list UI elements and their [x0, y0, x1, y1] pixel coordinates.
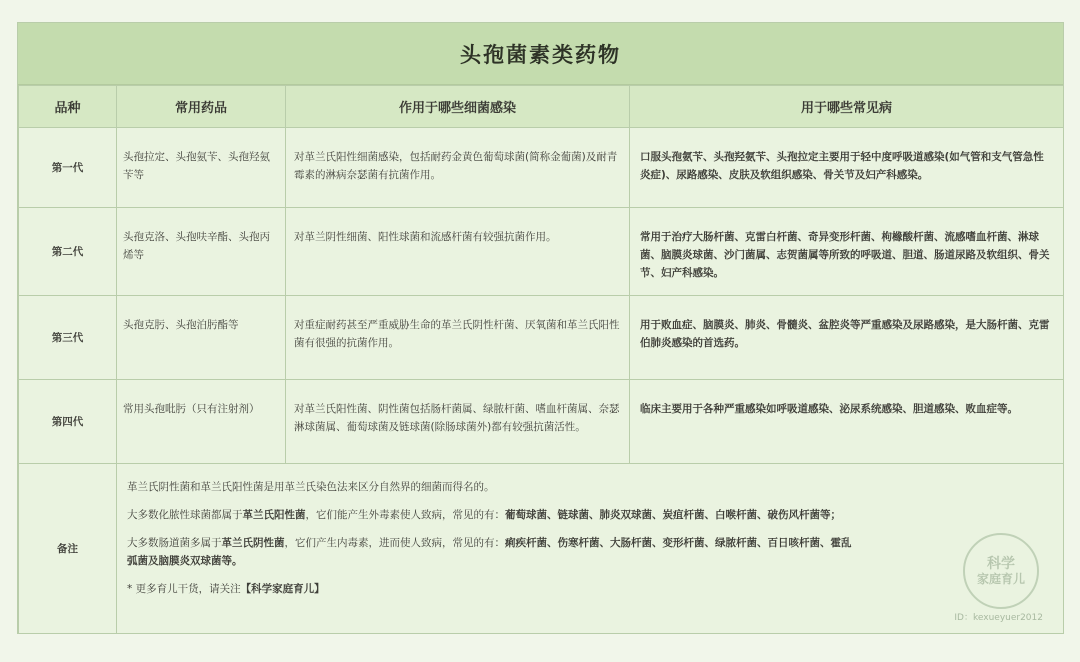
watermark-line2: 家庭育儿 [976, 572, 1025, 586]
page-title: 头孢菌素类药物 [460, 42, 621, 67]
table-row [19, 296, 1064, 380]
bacteria-cell: 对革兰阴性细菌、阳性球菌和流感杆菌有较强抗菌作用。 [286, 208, 630, 296]
note-emphasis: 革兰氏阳性菌 [242, 509, 306, 521]
note-gram-positive [127, 506, 857, 524]
generation-cell: 第一代 [19, 128, 117, 208]
diseases-cell: 临床主要用于各种严重感染如呼吸道感染、泌尿系统感染、胆道感染、败血症等。 [630, 380, 1064, 464]
generation-cell: 第三代 [19, 296, 117, 380]
diseases-cell: 常用于治疗大肠杆菌、克雷白杆菌、奇异变形杆菌、枸橼酸杆菌、流感嗜血杆菌、淋球菌、脑膜炎球菌、沙门菌属、志贺菌属等所致的呼吸道、胆道、肠道尿路及软组织、骨关节、妇产科感染。 [630, 208, 1064, 296]
title-bar [18, 23, 1063, 85]
table-row [19, 208, 1064, 296]
drugs-cell: 头孢拉定、头孢氨苄、头孢羟氨苄等 [117, 128, 286, 208]
bacteria-cell: 对重症耐药甚至严重威胁生命的革兰氏阴性杆菌、厌氧菌和革兰氏阳性菌有很强的抗菌作用。 [286, 296, 630, 380]
generation-cell: 第四代 [19, 380, 117, 464]
note-emphasis: 葡萄球菌、链球菌、肺炎双球菌、炭疽杆菌、白喉杆菌、破伤风杆菌等； [505, 509, 841, 521]
header-diseases: 用于哪些常见病 [630, 86, 1064, 128]
note-text: 大多数化脓性球菌都属于 [127, 509, 243, 521]
note-text: 大多数肠道菌多属于 [127, 537, 222, 549]
notes-cell [117, 464, 1064, 634]
drugs-cell: 头孢克洛、头孢呋辛酯、头孢丙烯等 [117, 208, 286, 296]
header-variety: 品种 [19, 86, 117, 128]
generation-cell: 第二代 [19, 208, 117, 296]
watermark-id: ID：kexueyuer2012 [954, 613, 1043, 623]
note-text: * 更多育儿干货，请关注 [127, 583, 241, 595]
table-row [19, 380, 1064, 464]
note-emphasis: 革兰氏阴性菌 [221, 537, 285, 549]
bacteria-cell: 对革兰氏阳性细菌感染，包括耐药金黄色葡萄球菌(简称金葡菌)及耐青霉素的淋病奈瑟菌有抗菌作用。 [286, 128, 630, 208]
note-gram-definition: 革兰氏阴性菌和革兰氏阳性菌是用革兰氏染色法来区分自然界的细菌而得名的。 [127, 481, 495, 493]
drugs-cell: 常用头孢吡肟（只有注射剂） [117, 380, 286, 464]
notes-label: 备注 [19, 464, 117, 634]
table-row [19, 128, 1064, 208]
header-row [19, 86, 1064, 128]
note-gram-negative [127, 534, 857, 570]
notes-row [19, 464, 1064, 634]
note-follow [127, 580, 857, 598]
note-emphasis: 【科学家庭育儿】 [240, 583, 325, 595]
note-text: ，它们产生内毒素，进而使人致病，常见的有： [284, 537, 505, 549]
note-text: ，它们能产生外毒素使人致病，常见的有： [305, 509, 505, 521]
drugs-cell: 头孢克肟、头孢泊肟酯等 [117, 296, 286, 380]
diseases-cell: 用于败血症、脑膜炎、肺炎、骨髓炎、盆腔炎等严重感染及尿路感染，是大肠杆菌、克雷伯肺炎感染的首选药。 [630, 296, 1064, 380]
bacteria-cell: 对革兰氏阳性菌、阴性菌包括肠杆菌属、绿脓杆菌、嗜血杆菌属、奈瑟淋球菌属、葡萄球菌及链球菌(除肠球菌外)都有较强抗菌活性。 [286, 380, 630, 464]
header-drugs: 常用药品 [117, 86, 286, 128]
diseases-cell: 口服头孢氨苄、头孢羟氨苄、头孢拉定主要用于轻中度呼吸道感染(如气管和支气管急性炎症)、尿路感染、皮肤及软组织感染、骨关节及妇产科感染。 [630, 128, 1064, 208]
header-bacteria: 作用于哪些细菌感染 [286, 86, 630, 128]
drug-table [18, 85, 1064, 634]
watermark-seal [963, 533, 1039, 609]
note-emphasis: 痢疾杆菌、伤寒杆菌、大肠杆菌、变形杆菌、绿脓杆菌、百日咳杆菌、霍乱弧菌及脑膜炎双球菌等。 [127, 537, 852, 567]
drug-table-sheet [17, 22, 1064, 634]
watermark-line1: 科学 [987, 556, 1015, 572]
